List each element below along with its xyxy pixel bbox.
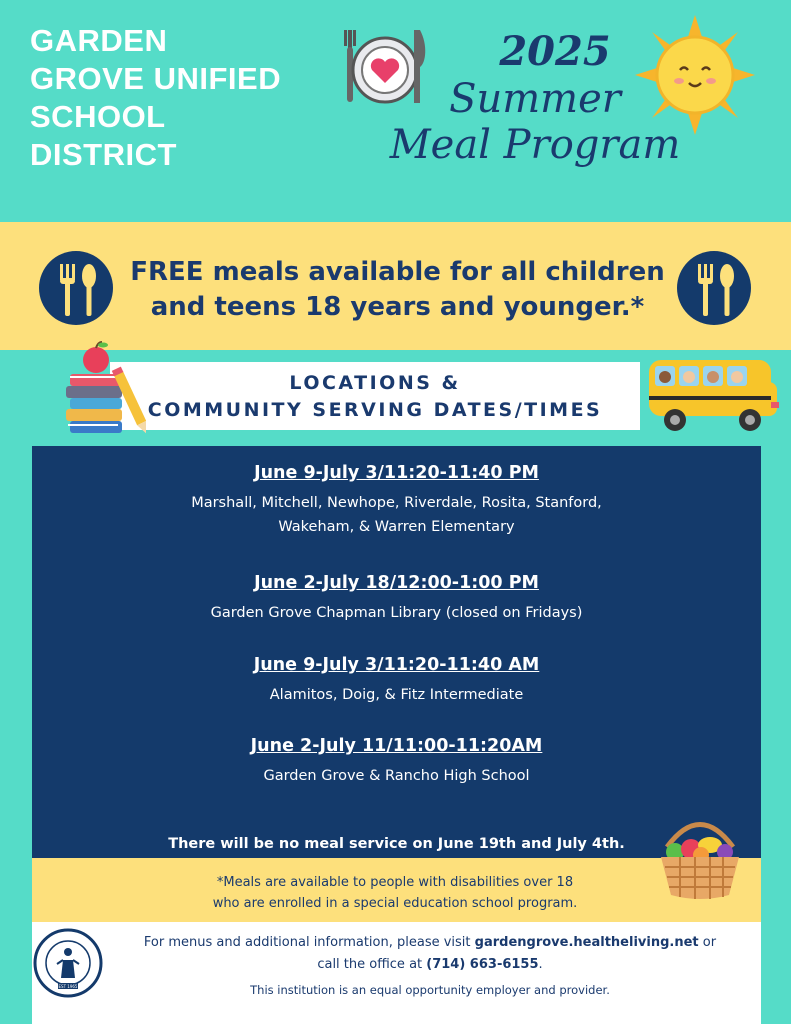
footer-line-1 (110, 932, 750, 954)
free-line: and teens 18 years and younger.* (150, 292, 645, 322)
schedule-date: June 9-July 3/11:20-11:40 PM (254, 463, 539, 483)
disclaimer: This institution is an equal opportunity employer and provider. (250, 983, 610, 997)
schedule-sites: Garden Grove Chapman Library (closed on Fridays) (210, 605, 583, 621)
sites-line: Marshall, Mitchell, Newhope, Riverdale, Rosita, Stanford, (191, 495, 602, 511)
footer-text-segment: For menus and additional information, please visit (143, 935, 475, 950)
note-line: who are enrolled in a special education school program. (212, 896, 578, 911)
district-line: GROVE UNIFIED (30, 61, 282, 96)
books-apple-icon (62, 340, 146, 440)
district-line: GARDEN (30, 23, 168, 58)
schedule-date: June 2-July 11/11:00-11:20AM (250, 736, 543, 756)
footer-text-segment: . (538, 957, 543, 972)
district-line: SCHOOL (30, 99, 166, 134)
district-seal-icon (33, 928, 103, 998)
cutlery-circle-icon (676, 250, 752, 326)
sites-line: Wakeham, & Warren Elementary (278, 519, 515, 535)
locations-heading (110, 370, 640, 424)
footer-text (110, 932, 750, 1001)
schedule-sites (32, 491, 761, 539)
free-line: FREE meals available for all children (130, 257, 665, 287)
district-line: DISTRICT (30, 137, 177, 172)
footer-text-segment: call the office at (317, 957, 427, 972)
schedule-date: June 2-July 18/12:00-1:00 PM (254, 573, 539, 593)
title-year: 2025 (499, 28, 611, 75)
svg-text:EST 1965: EST 1965 (58, 984, 78, 989)
schedule-date: June 9-July 3/11:20-11:40 AM (253, 655, 540, 675)
schedule-entry (32, 652, 761, 707)
fruit-basket-icon (655, 807, 745, 902)
free-meals-text (125, 255, 670, 325)
schedule-entry (32, 570, 761, 625)
school-bus-icon (645, 352, 780, 437)
note-line: *Meals are available to people with disabilities over 18 (216, 875, 574, 890)
schedule-sites: Alamitos, Doig, & Fitz Intermediate (269, 687, 524, 703)
no-service-notice: There will be no meal service on June 19th and July 4th. (168, 836, 625, 852)
locations-line: LOCATIONS & (289, 372, 461, 394)
eligibility-note (130, 872, 660, 914)
schedule-entry (32, 460, 761, 539)
cutlery-circle-icon (38, 250, 114, 326)
schedule-sites: Garden Grove & Rancho High School (263, 768, 530, 784)
schedule-entry (32, 733, 761, 788)
district-name (30, 22, 330, 174)
footer-text-segment: or (698, 935, 717, 950)
title-line: Meal Program (389, 122, 681, 168)
sun-icon (635, 15, 755, 135)
locations-line: COMMUNITY SERVING DATES/TIMES (147, 399, 603, 421)
website-link[interactable]: gardengrove.healtheliving.net (474, 935, 699, 950)
footer-line-2 (110, 954, 750, 976)
phone-number[interactable]: (714) 663-6155 (426, 957, 539, 972)
title-line: Summer (449, 76, 621, 122)
